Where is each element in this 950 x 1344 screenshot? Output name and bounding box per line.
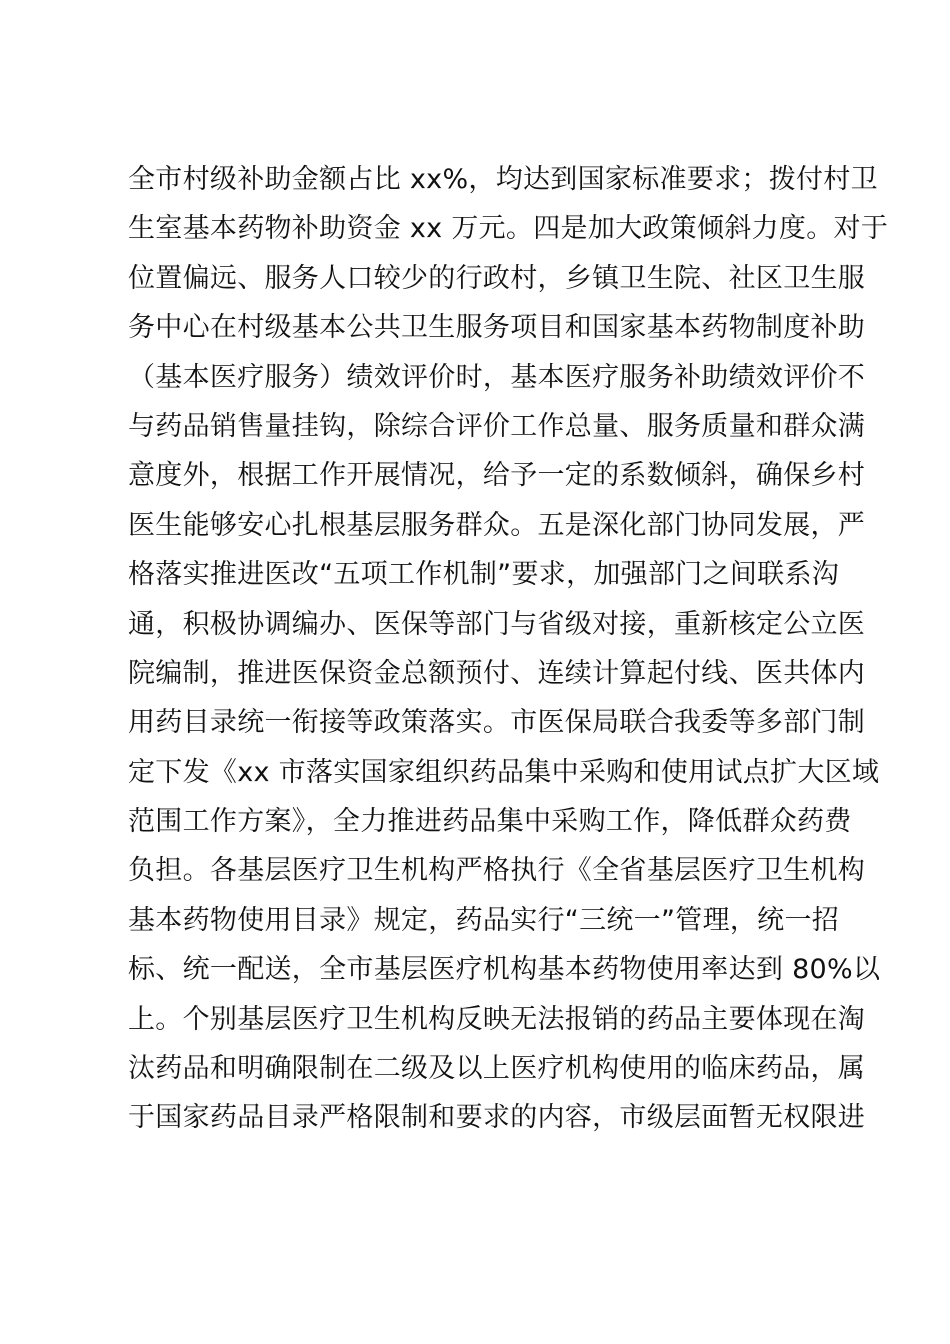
text-line: 汰药品和明确限制在二级及以上医疗机构使用的临床药品，属 [128, 1053, 866, 1085]
text-line: 范围工作方案》，全力推进药品集中采购工作，降低群众药费 [128, 806, 852, 838]
text-line: 医生能够安心扎根基层服务群众。五是深化部门协同发展，严 [128, 509, 866, 541]
text-line: 基本药物使用目录》规定，药品实行“三统一”管理，统一招 [128, 904, 840, 936]
text-line: 院编制，推进医保资金总额预付、连续计算起付线、医共体内 [128, 657, 866, 689]
text-line: （基本医疗服务）绩效评价时，基本医疗服务补助绩效评价不 [128, 361, 866, 393]
text-line: 于国家药品目录严格限制和要求的内容，市级层面暂无权限进 [128, 1102, 866, 1134]
text-line: 位置偏远、服务人口较少的行政村，乡镇卫生院、社区卫生服 [128, 262, 866, 294]
text-line: 上。个别基层医疗卫生机构反映无法报销的药品主要体现在淘 [128, 1003, 866, 1035]
text-line: 意度外，根据工作开展情况，给予一定的系数倾斜，确保乡村 [128, 460, 866, 492]
text-line: 务中心在村级基本公共卫生服务项目和国家基本药物制度补助 [128, 312, 866, 344]
text-line: 标、统一配送，全市基层医疗机构基本药物使用率达到 80%以 [128, 954, 881, 986]
text-line: 全市村级补助金额占比 xx%，均达到国家标准要求；拨付村卫 [128, 164, 878, 195]
text-line: 与药品销售量挂钩，除综合评价工作总量、服务质量和群众满 [128, 410, 866, 442]
text-line: 用药目录统一衔接等政策落实。市医保局联合我委等多部门制 [128, 707, 866, 739]
body-paragraph [128, 155, 889, 1143]
text-line: 负担。各基层医疗卫生机构严格执行《全省基层医疗卫生机构 [128, 855, 866, 887]
text-line: 格落实推进医改“五项工作机制”要求，加强部门之间联系沟 [128, 559, 840, 591]
text-line: 通，积极协调编办、医保等部门与省级对接，重新核定公立医 [128, 608, 866, 640]
text-line: 定下发《xx 市落实国家组织药品集中采购和使用试点扩大区域 [128, 756, 880, 788]
text-line: 生室基本药物补助资金 xx 万元。四是加大政策倾斜力度。对于 [128, 213, 889, 245]
